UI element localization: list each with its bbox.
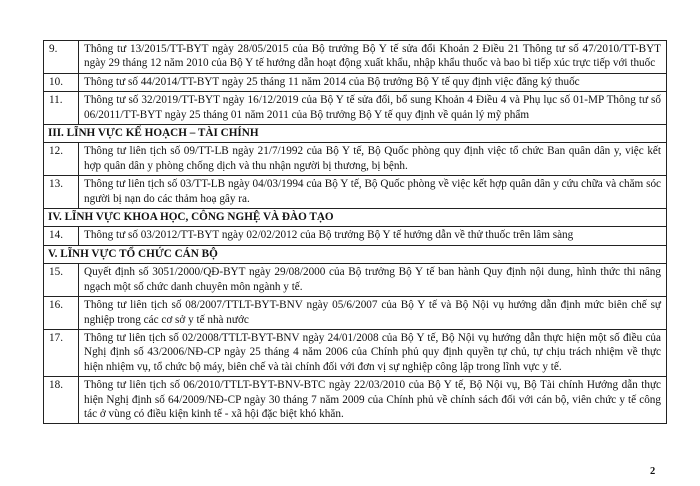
row-number: 13. xyxy=(44,176,79,209)
row-text: Quyết định số 3051/2000/QĐ-BYT ngày 29/08/2000 của Bộ trưởng Bộ Y tế ban hành Quy định nội dung, hình thức thi nâng ngạch một số chức danh chuyên môn ngành y tế. xyxy=(79,264,667,297)
table-row xyxy=(44,297,667,330)
row-number: 10. xyxy=(44,73,79,91)
section-heading-row xyxy=(44,245,667,263)
table-row xyxy=(44,176,667,209)
row-number: 18. xyxy=(44,377,79,424)
table-row xyxy=(44,41,667,74)
row-number: 16. xyxy=(44,297,79,330)
row-text: Thông tư liên tịch số 09/TT-LB ngày 21/7/1992 của Bộ Y tế, Bộ Quốc phòng quy định việc tổ chức Ban quân dân y, việc kết hợp quân dân y phòng chống dịch và thu nhận người bị thương, bị bệnh. xyxy=(79,143,667,176)
table-row xyxy=(44,143,667,176)
section-heading: IV. LĨNH VỰC KHOA HỌC, CÔNG NGHỆ VÀ ĐÀO TẠO xyxy=(44,209,667,227)
page-number: 2 xyxy=(650,466,656,477)
row-text: Thông tư liên tịch số 08/2007/TTLT-BYT-BNV ngày 05/6/2007 của Bộ Y tế và Bộ Nội vụ hướng dẫn định mức biên chế sự nghiệp trong các cơ sở y tế nhà nước xyxy=(79,297,667,330)
row-number: 15. xyxy=(44,264,79,297)
table-row xyxy=(44,92,667,125)
section-heading: V. LĨNH VỰC TỔ CHỨC CÁN BỘ xyxy=(44,245,667,263)
table-row xyxy=(44,264,667,297)
table-row xyxy=(44,329,667,376)
row-text: Thông tư số 03/2012/TT-BYT ngày 02/02/2012 của Bộ trưởng Bộ Y tế hướng dẫn về thử thuốc trên lâm sàng xyxy=(79,227,667,245)
section-heading-row xyxy=(44,209,667,227)
row-text: Thông tư số 32/2019/TT-BYT ngày 16/12/2019 của Bộ Y tế sửa đổi, bổ sung Khoản 4 Điều 4 và Phụ lục số 01-MP Thông tư số 06/2011/TT-BYT ngày 25 tháng 01 năm 2011 của Bộ trưởng Bộ Y tế quy định về quản lý mỹ phẩm xyxy=(79,92,667,125)
section-heading-row xyxy=(44,125,667,143)
section-heading: III. LĨNH VỰC KẾ HOẠCH – TÀI CHÍNH xyxy=(44,125,667,143)
row-number: 14. xyxy=(44,227,79,245)
row-text: Thông tư 13/2015/TT-BYT ngày 28/05/2015 của Bộ trưởng Bộ Y tế sửa đổi Khoản 2 Điều 21 Thông tư số 47/2010/TT-BYT ngày 29 tháng 12 năm 2010 của Bộ Y tế hướng dẫn hoạt động xuất khẩu, nhập khẩu thuốc và bao bì tiếp xúc trực tiếp với thuốc xyxy=(79,41,667,74)
row-number: 17. xyxy=(44,329,79,376)
table-row xyxy=(44,73,667,91)
document-table-body xyxy=(44,41,667,424)
row-number: 9. xyxy=(44,41,79,74)
row-text: Thông tư số 44/2014/TT-BYT ngày 25 tháng 11 năm 2014 của Bộ trưởng Bộ Y tế quy định việc đăng ký thuốc xyxy=(79,73,667,91)
row-text: Thông tư liên tịch số 02/2008/TTLT-BYT-BNV ngày 24/01/2008 của Bộ Y tế, Bộ Nội vụ hướng dẫn thực hiện một số điều của Nghị định số 43/2006/NĐ-CP ngày 25 tháng 4 năm 2006 của Chính phủ quy định quyền tự chủ, tự chịu trách nhiệm về thực hiện nhiệm vụ, tổ chức bộ máy, biên chế và tài chính đối với đơn vị sự nghiệp công lập trong lĩnh vực y tế. xyxy=(79,329,667,376)
row-number: 11. xyxy=(44,92,79,125)
table-row xyxy=(44,377,667,424)
document-table xyxy=(43,40,667,424)
row-text: Thông tư liên tịch số 06/2010/TTLT-BYT-BNV-BTC ngày 22/03/2010 của Bộ Y tế, Bộ Nội vụ, Bộ Tài chính Hướng dẫn thực hiện Nghị định số 64/2009/NĐ-CP ngày 30 tháng 7 năm 2009 của Chính phủ về chính sách đối với cán bộ, viên chức y tế công tác ở vùng có điều kiện kinh tế - xã hội đặc biệt khó khăn. xyxy=(79,377,667,424)
row-number: 12. xyxy=(44,143,79,176)
row-text: Thông tư liên tịch số 03/TT-LB ngày 04/03/1994 của Bộ Y tế, Bộ Quốc phòng về việc kết hợp quân dân y cứu chữa và chăm sóc người bị nạn do các thảm hoạ gây ra. xyxy=(79,176,667,209)
table-row xyxy=(44,227,667,245)
